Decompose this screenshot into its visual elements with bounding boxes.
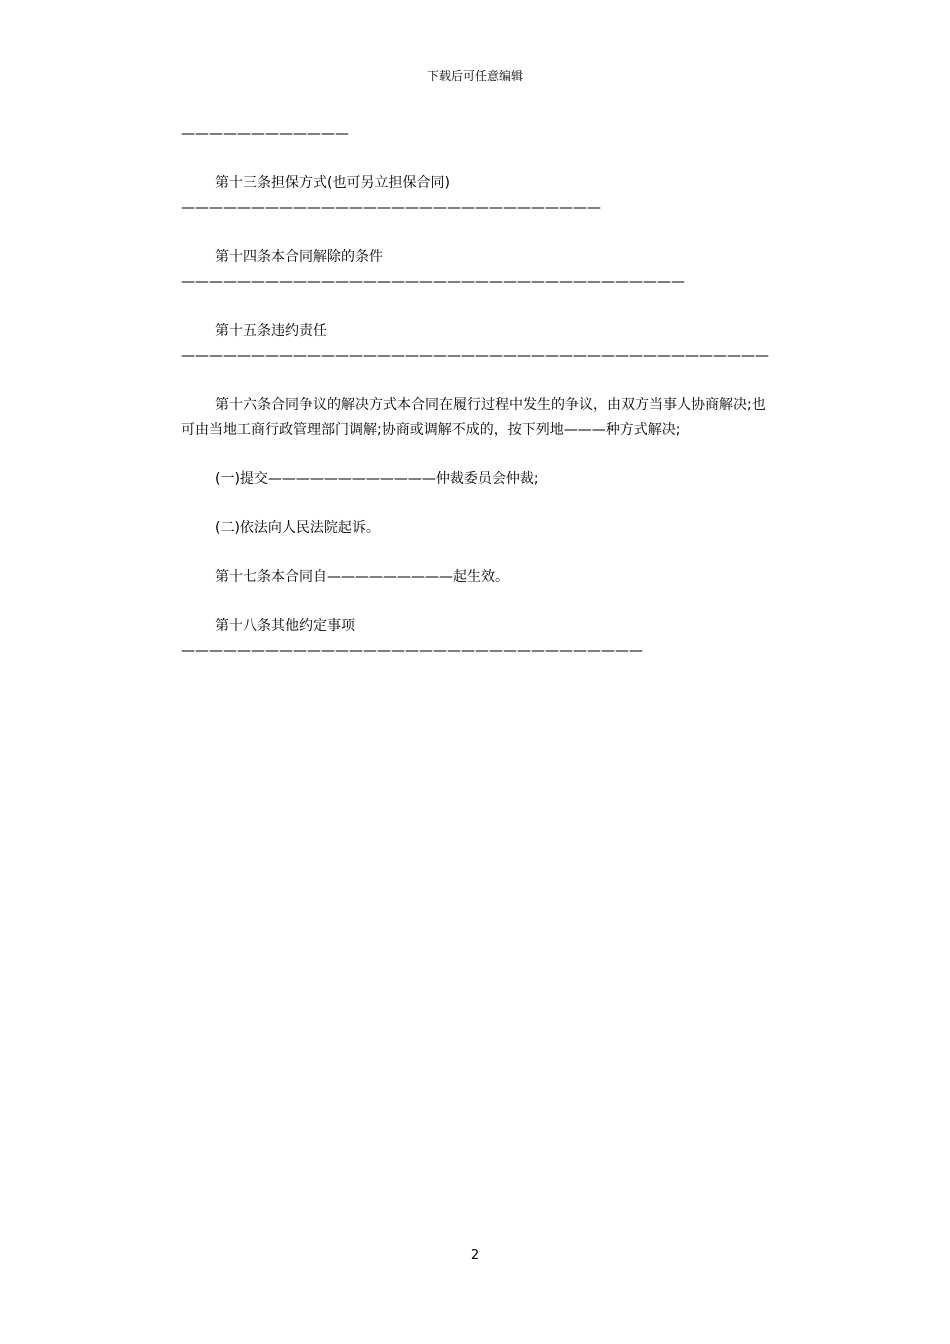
- article-15-liability: 第十五条违约责任——————————————————————————————————————————: [181, 323, 769, 364]
- page-header: 下载后可任意编辑: [426, 69, 523, 83]
- document-body: [181, 122, 771, 688]
- article-18-other-terms: 第十八条其他约定事项—————————————————————————————————: [181, 618, 643, 659]
- article-13-guarantee: 第十三条担保方式(也可另立担保合同)——————————————————————————————: [181, 175, 601, 216]
- dispute-option-court: (二)依法向人民法院起诉。: [215, 520, 380, 536]
- dispute-option-arbitration: (一)提交————————————仲裁委员会仲裁;: [215, 471, 539, 487]
- article-17-effective-date: 第十七条本合同自—————————起生效。: [215, 569, 509, 585]
- article-14-termination: 第十四条本合同解除的条件————————————————————————————————————: [181, 249, 685, 290]
- continuation-line: ————————————: [181, 126, 349, 142]
- page-number: 2: [470, 1248, 480, 1263]
- article-16-dispute-resolution: 第十六条合同争议的解决方式本合同在履行过程中发生的争议，由双方当事人协商解决;也可由当地工商行政管理部门调解;协商或调解不成的，按下列地———种方式解决;: [181, 397, 766, 438]
